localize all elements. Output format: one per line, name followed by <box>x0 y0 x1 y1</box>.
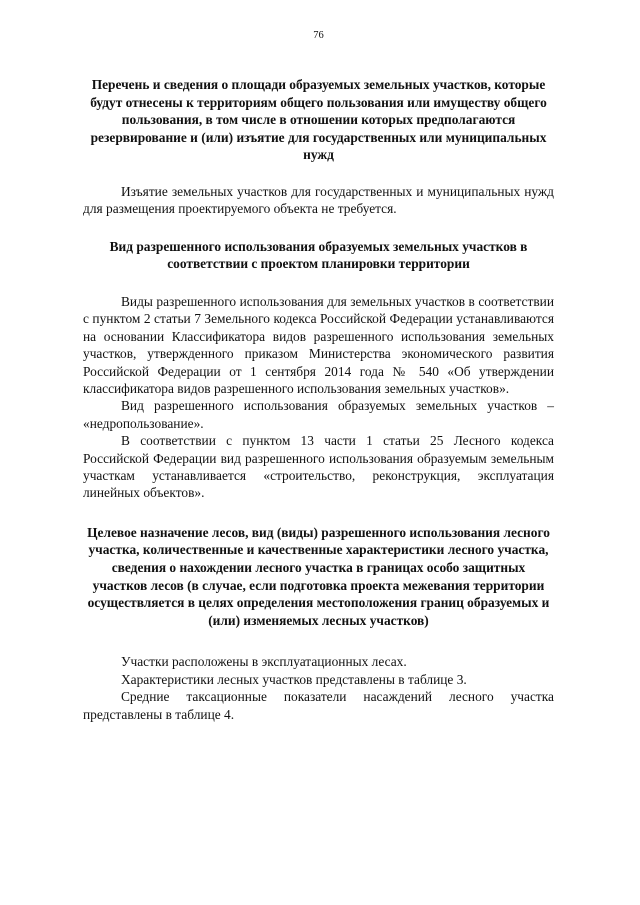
paragraph-seizure-not-required: Изъятие земельных участков для государственных и муниципальных нужд для размещения проектируемого объекта не требуется. <box>83 183 554 217</box>
page-number: 76 <box>313 30 324 41</box>
paragraph-table-3-reference: Характеристики лесных участков представлены в таблице 3. <box>121 671 467 687</box>
paragraph-permitted-use-classifier: Виды разрешенного использования для земельных участков в соответствии с пунктом 2 статьи 7 Земельного кодекса Российской Федерации устанавливаются на основании Классификатора видов разрешенного использования земельных участков, утвержденного приказом Министерства экономического развития Российской Федерации от 1 сентября 2014 года № 540 «Об утверждении классификатора видов разрешенного использования земельных участков». <box>83 293 554 396</box>
section-heading-permitted-use: Вид разрешенного использования образуемых земельных участков в соответствии с проектом планировки территории <box>109 238 528 272</box>
paragraph-permitted-use-subsoil: Вид разрешенного использования образуемых земельных участков – «недропользование». <box>83 398 554 431</box>
paragraph-table-4-reference: Средние таксационные показатели насаждений лесного участка представлены в таблице 4. <box>83 689 554 722</box>
paragraph-exploitation-forests: Участки расположены в эксплуатационных лесах. <box>121 654 407 670</box>
paragraph-forest-code: В соответствии с пунктом 13 части 1 статьи 25 Лесного кодекса Российской Федерации вид разрешенного использования образуемым земельным участкам устанавливается «строительство, реконструкция, эксплуатация линейных объектов». <box>83 433 554 501</box>
section-heading-land-plots-list: Перечень и сведения о площади образуемых земельных участков, которые будут отнесены к территориям общего пользования или имуществу общего пользования, в том числе в отношении которых предполагаются резервирование и (или) изъятие для государственных или муниципальных нужд <box>90 77 547 163</box>
section-heading-forest-purpose: Целевое назначение лесов, вид (виды) разрешенного использования лесного участка, количественные и качественные характеристики лесного участка, сведения о нахождении лесного участка в границах особо защитных участков лесов (в случае, если подготовка проекта межевания территории осуществляется в целях определения местоположения границ образуемых и (или) изменяемых лесных участков) <box>87 524 550 628</box>
